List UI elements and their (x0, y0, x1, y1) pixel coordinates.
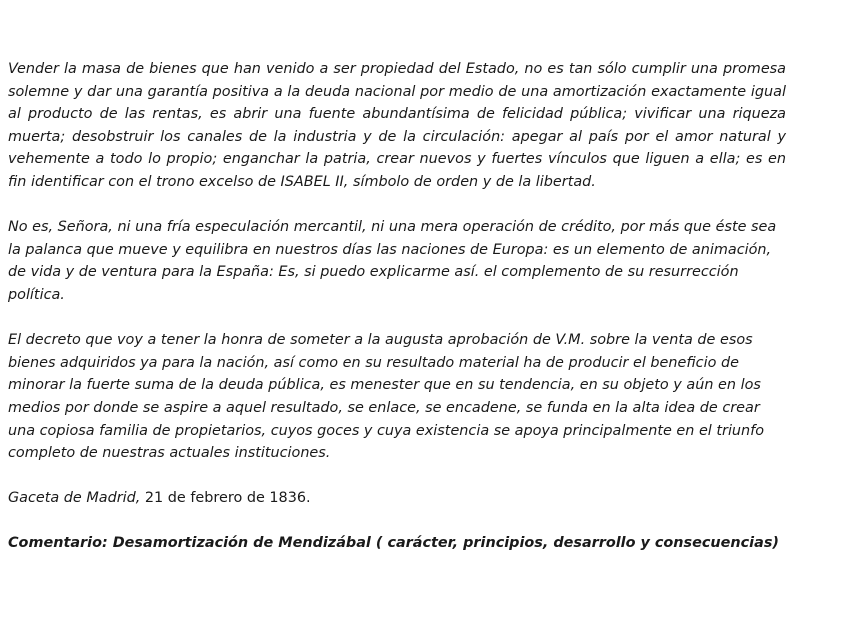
source-citation (8, 487, 786, 510)
document-body (8, 58, 786, 555)
commentary-heading: Comentario: Desamortización de Mendizábal ( carácter, principios, desarrollo y consecuencias) (8, 535, 779, 552)
source-date: 21 de febrero de 1836. (140, 490, 311, 507)
source-publication: Gaceta de Madrid, (8, 490, 141, 507)
paragraph-1: Vender la masa de bienes que han venido a ser propiedad del Estado, no es tan sólo cumplir una promesa solemne y dar una garantía positiva a la deuda nacional por medio de una amortización exactamente igual al producto de las rentas, es abrir una fuente abundantísima de felicidad pública; vivificar una riqueza muerta; desobstruir los canales de la industria y de la circulación: apegar al país por el amor natural y vehemente a todo lo propio; enganchar la patria, crear nuevos y fuertes vínculos que liguen a ella; es en fin identificar con el trono excelso de ISABEL II, símbolo de orden y de la libertad. (8, 61, 786, 190)
paragraph-2: No es, Señora, ni una fría especulación mercantil, ni una mera operación de crédito, por más que éste sea la palanca que mueve y equilibra en nuestros días las naciones de Europa: es un elemento de animación, de vida y de ventura para la España: Es, si puedo explicarme así. el complemento de su resurrección política. (8, 219, 777, 303)
paragraph-3: El decreto que voy a tener la honra de someter a la augusta aprobación de V.M. sobre la venta de esos bienes adquiridos ya para la nación, así como en su resultado material ha de producir el beneficio de minorar la fuerte suma de la deuda pública, es menester que en su tendencia, en su objeto y aún en los medios por donde se aspire a aquel resultado, se enlace, se encadene, se funda en la alta idea de crear una copiosa familia de propietarios, cuyos goces y cuya existencia se apoya principalmente en el triunfo completo de nuestras actuales instituciones. (8, 332, 765, 462)
